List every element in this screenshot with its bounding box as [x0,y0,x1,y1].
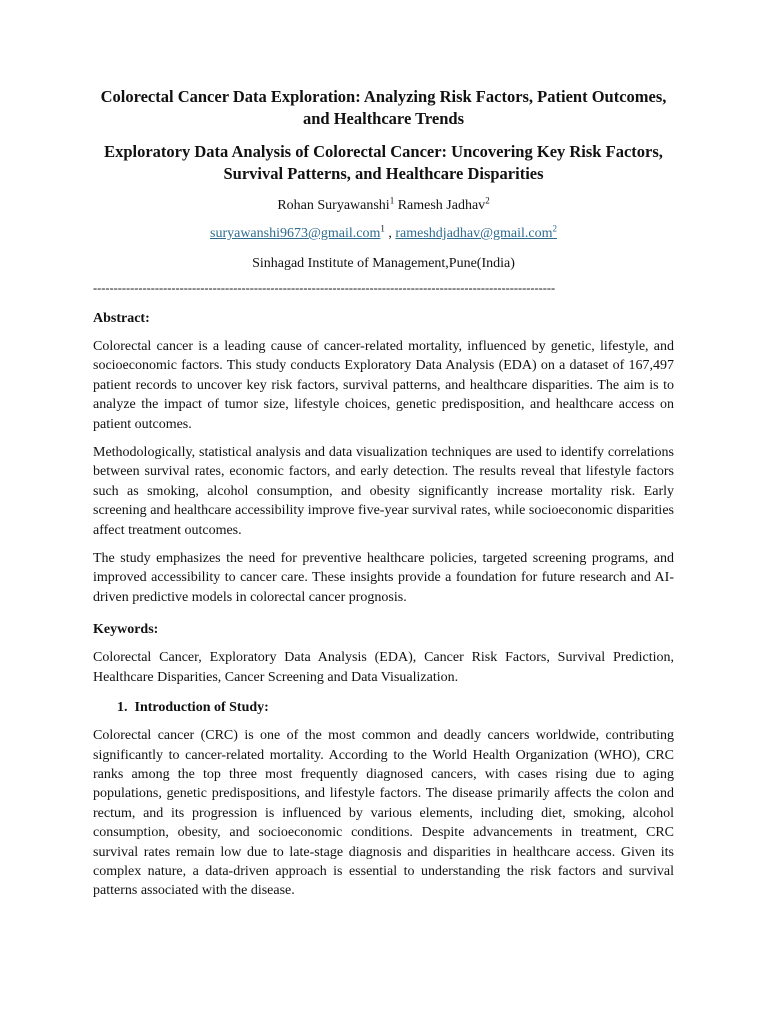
email-1-affiliation: 1 [380,223,385,234]
paper-content [93,86,674,901]
author-1-affiliation: 1 [389,195,395,206]
author-line [93,197,674,215]
abstract-paragraph-1: Colorectal cancer is a leading cause of cancer-related mortality, influenced by genetic, lifestyle, and socioeconomic factors. This study conducts Exploratory Data Analysis (EDA) on a dataset of 167,497 patient records to uncover key risk factors, survival patterns, and healthcare disparities. The aim is to analyze the impact of tumor size, lifestyle choices, genetic predisposition, and healthcare access on patient outcomes. [93,339,674,432]
abstract-paragraph-2: Methodologically, statistical analysis and data visualization techniques are used to identify correlations between survival rates, economic factors, and early detection. The results reveal that lifestyle factors such as smoking, alcohol consumption, and obesity significantly increase mortality risk. Early screening and healthcare accessibility improve five-year survival rates, while socioeconomic disparities affect treatment outcomes. [93,445,674,538]
keywords-heading: Keywords: [93,622,159,638]
abstract-heading: Abstract: [93,311,150,326]
affiliation: Sinhagad Institute of Management,Pune(India) [252,256,515,271]
author-2-affiliation: 2 [485,195,490,206]
paper-subtitle: Exploratory Data Analysis of Colorectal Cancer: Uncovering Key Risk Factors, Survival Patterns, and Healthcare Disparities [104,142,663,183]
abstract-paragraph-3: The study emphasizes the need for preventive healthcare policies, targeted screening programs, and improved accessibility to cancer care. These insights provide a foundation for future research and AI-driven predictive models in colorectal cancer prognosis. [93,551,674,605]
paper-title: Colorectal Cancer Data Exploration: Analyzing Risk Factors, Patient Outcomes, and Healthcare Trends [100,87,667,128]
email-link-1[interactable]: suryawanshi9673@gmail.com [210,226,381,241]
section-1-title: Introduction of Study: [134,700,269,716]
author-2: Ramesh Jadhav [397,198,486,213]
section-divider: ---------------------------------------------------------------------------------------------------------------- [93,281,556,295]
section-1-number: 1. [117,700,128,716]
author-1: Rohan Suryawanshi [277,198,390,213]
keywords-text: Colorectal Cancer, Exploratory Data Analysis (EDA), Cancer Risk Factors, Survival Prediction, Healthcare Disparities, Cancer Screening and Data Visualization. [93,650,674,685]
email-2-affiliation: 2 [552,223,557,234]
section-1-heading [117,698,674,717]
email-separator: , [384,226,396,241]
email-link-2[interactable]: rameshdjadhav@gmail.com$^2$ [395,223,557,241]
email-line [93,225,674,243]
section-1-paragraph: Colorectal cancer (CRC) is one of the most common and deadly cancers worldwide, contributing significantly to cancer-related mortality. According to the World Health Organization (WHO), CRC ranks among the top three most frequently diagnosed cancers, with cases rising due to aging populations, genetic predispositions, and lifestyle factors. The disease primarily affects the colon and rectum, and its progression is influenced by various elements, including diet, smoking, alcohol consumption, obesity, and socioeconomic conditions. Despite advancements in treatment, CRC survival rates remain low due to late-stage diagnosis and disparities in healthcare access. Given its complex nature, a data-driven approach is essential to understanding the risk factors and survival patterns associated with the disease. [93,728,674,899]
